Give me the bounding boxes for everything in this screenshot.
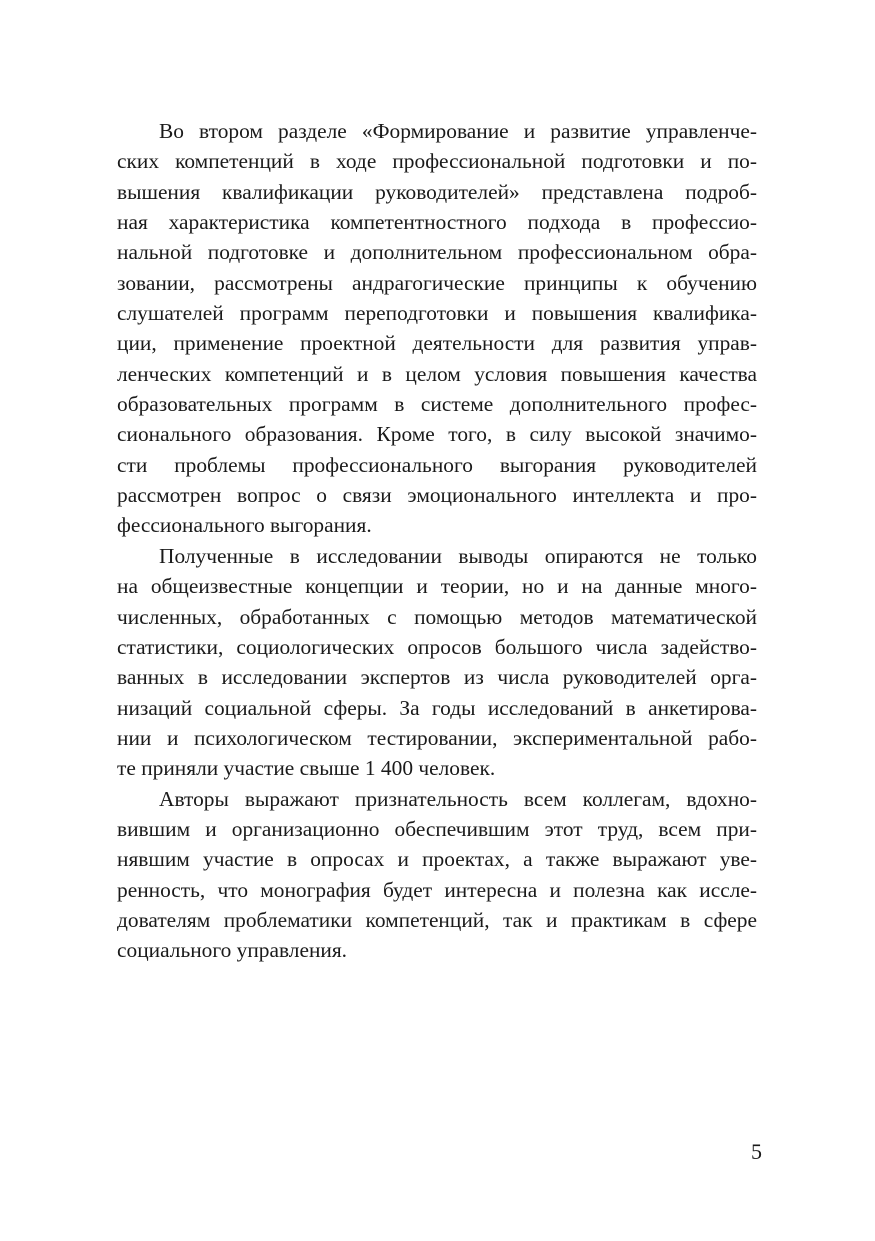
text-line: рассмотрен вопрос о связи эмоционального интеллекта и про- (117, 483, 757, 508)
page-number: 5 (751, 1139, 762, 1164)
text-line: фессионального выгорания. (117, 513, 372, 538)
text-line: социального управления. (117, 938, 348, 963)
text-line: нальной подготовке и дополнительном профессиональном обра- (117, 240, 757, 265)
text-line: Полученные в исследовании выводы опираются не только (159, 543, 757, 568)
text-line: Авторы выражают признательность всем коллегам, вдохно- (159, 786, 757, 811)
paragraph (117, 784, 757, 966)
text-line: низаций социальной сферы. За годы исследований в анкетирова- (117, 695, 757, 720)
text-line: Во втором разделе «Формирование и развитие управленче- (159, 119, 757, 143)
text-line: вившим и организационно обеспечившим этот труд, всем при- (117, 816, 757, 841)
text-line: дователям проблематики компетенций, так и практикам в сфере (117, 907, 757, 932)
text-line: те приняли участие свыше 1 400 человек. (117, 756, 496, 781)
text-line: ренность, что монография будет интересна и полезна как иссле- (117, 877, 757, 902)
text-line: образовательных программ в системе дополнительного профес- (117, 392, 757, 417)
text-line: статистики, социологических опросов большого числа задейство- (117, 634, 757, 659)
text-line: нии и психологическом тестировании, экспериментальной рабо- (117, 725, 757, 750)
text-line: зовании, рассмотрены андрагогические принципы к обучению (117, 270, 757, 295)
text-line: ских компетенций в ходе профессиональной подготовки и по- (117, 149, 757, 174)
text-line: численных, обработанных с помощью методов математической (117, 604, 757, 629)
paragraph (117, 116, 757, 541)
text-line: ции, применение проектной деятельности для развития управ- (117, 331, 757, 356)
text-line: ленческих компетенций и в целом условия повышения качества (117, 361, 757, 386)
text-line: сионального образования. Кроме того, в силу высокой значимо- (117, 422, 757, 447)
text-line: ная характеристика компетентностного подхода в профессио- (117, 210, 757, 235)
text-line: вышения квалификации руководителей» представлена подроб- (117, 179, 757, 204)
text-line: сти проблемы профессионального выгорания руководителей (117, 452, 757, 477)
text-line: ванных в исследовании экспертов из числа руководителей орга- (117, 665, 757, 690)
text-line: слушателей программ переподготовки и повышения квалифика- (117, 301, 757, 326)
body-text (117, 116, 757, 966)
paragraph (117, 541, 757, 784)
text-line: нявшим участие в опросах и проектах, а также выражают уве- (117, 847, 757, 872)
text-line: на общеизвестные концепции и теории, но и на данные много- (117, 574, 757, 599)
